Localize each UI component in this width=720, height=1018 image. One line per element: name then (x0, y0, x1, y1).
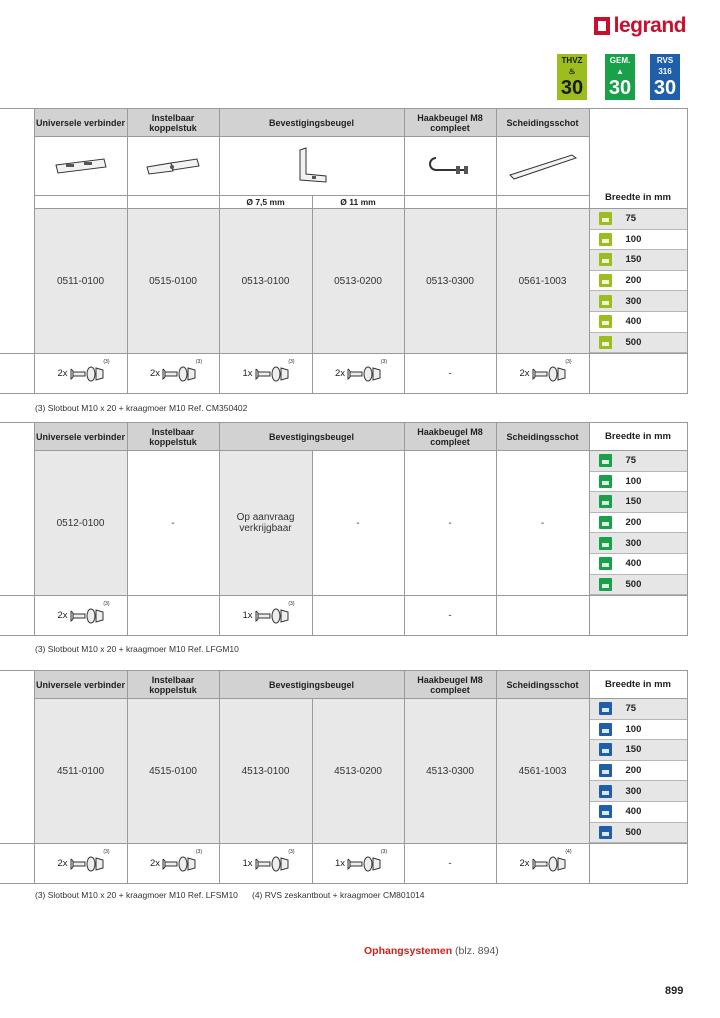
bolt-nut-icon (255, 366, 289, 382)
page-reference: (blz. 894) (455, 945, 499, 957)
badge-thvz-label: THVZ (561, 56, 583, 65)
ref-cell: 0512-0100 (34, 451, 127, 596)
bolt-cell (219, 844, 312, 884)
width-row (590, 699, 687, 720)
bolt-cell (127, 844, 219, 884)
bolt-set (57, 600, 110, 624)
width-value: 75 (625, 213, 637, 225)
bolt-cell (404, 596, 496, 636)
bolt-nut-icon (347, 856, 381, 872)
ref-cell: 0561-1003 (496, 209, 589, 354)
header-breedte: Breedte in mm (589, 423, 687, 451)
instelbaar-image (127, 137, 219, 196)
width-list (589, 699, 687, 844)
thvz-icon (599, 315, 612, 328)
bolt-quantity: 1x (242, 858, 253, 870)
bolt-quantity: 1x (334, 858, 346, 870)
width-value: 300 (625, 295, 642, 307)
header-bevestiging: Bevestigingsbeugel (219, 671, 404, 699)
scheiding-image (496, 137, 589, 196)
rvs-icon (599, 785, 612, 798)
table-gem (0, 422, 688, 636)
badge-rvs-label: RVS (656, 56, 674, 65)
ref-cell: 0515-0100 (127, 209, 219, 354)
thvz-icon (599, 212, 612, 225)
ref-cell: Op aanvraag verkrijgbaar (219, 451, 312, 596)
bolt-note: (3) (103, 848, 110, 855)
bolt-note: (3) (380, 848, 388, 855)
bolt-set (519, 358, 572, 382)
rvs-icon (599, 743, 612, 756)
bolt-nut-icon (532, 366, 566, 382)
width-value: 300 (625, 785, 642, 797)
legrand-logo (594, 14, 686, 38)
ref-cell: 4513-0300 (404, 699, 496, 844)
width-row (590, 451, 687, 472)
rvs-icon (599, 826, 612, 839)
width-row (590, 554, 687, 575)
haak-image (404, 137, 496, 196)
gem-icon (599, 475, 612, 488)
badge-thvz (557, 54, 587, 100)
width-row (590, 472, 687, 493)
header-universele: Universele verbinder (34, 423, 127, 451)
bolt-nut-icon (70, 856, 104, 872)
bolt-set (242, 358, 295, 382)
bolt-note: (3) (103, 358, 110, 365)
header-scheiding: Scheidingsschot (496, 423, 589, 451)
bolt-cell (312, 596, 404, 636)
bolt-cell (127, 354, 219, 394)
bolt-cell (496, 354, 589, 394)
bolt-cell (404, 844, 496, 884)
bolt-cell (219, 354, 312, 394)
gem-icon (599, 495, 612, 508)
bolt-quantity: 2x (57, 610, 68, 622)
bolt-nut-icon (255, 856, 289, 872)
rvs-icon (599, 702, 612, 715)
ref-cell: 4561-1003 (496, 699, 589, 844)
universele-image (34, 137, 127, 196)
brand-name: legrand (613, 14, 686, 37)
header-instelbaar: Instelbaar koppelstuk (127, 423, 219, 451)
footnote-t2: (3) Slotbout M10 x 20 + kraagmoer M10 Ref. LFGM10 (35, 644, 239, 654)
bolt-quantity: 2x (334, 368, 346, 380)
bolt-note: (3) (565, 358, 572, 365)
ref-cell: 4513-0100 (219, 699, 312, 844)
ref-cell: - (127, 451, 219, 596)
width-row (590, 720, 687, 741)
ref-cell: 0513-0200 (312, 209, 404, 354)
width-row (590, 333, 687, 354)
width-value: 150 (625, 254, 642, 266)
badge-rvs (650, 54, 680, 100)
ref-cell: 4511-0100 (34, 699, 127, 844)
bolt-quantity: 2x (519, 858, 530, 870)
ref-cell: 0513-0300 (404, 209, 496, 354)
width-value: 400 (625, 316, 642, 328)
bolt-quantity: - (448, 610, 452, 622)
width-row (590, 291, 687, 312)
diameter-75: Ø 7,5 mm (219, 196, 312, 209)
page-number: 899 (665, 985, 684, 997)
bolt-nut-icon (162, 366, 196, 382)
header-breedte: Breedte in mm (605, 192, 671, 203)
bolt-set (242, 600, 295, 624)
gem-icon (599, 557, 612, 570)
bolt-set (57, 848, 110, 872)
ref-cell: 0511-0100 (34, 209, 127, 354)
bolt-nut-icon (532, 856, 566, 872)
bolt-note: (3) (380, 358, 388, 365)
bolt-set (334, 358, 388, 382)
ref-cell: - (404, 451, 496, 596)
header-universele: Universele verbinder (34, 109, 127, 137)
bolt-set (242, 848, 295, 872)
width-value: 200 (625, 275, 642, 287)
header-instelbaar: Instelbaar koppelstuk (127, 109, 219, 137)
table-rvs (0, 670, 688, 884)
bolt-cell (496, 596, 589, 636)
width-value: 500 (625, 826, 642, 838)
badge-gem (605, 54, 635, 100)
bolt-quantity: - (448, 858, 452, 870)
ref-cell: - (312, 451, 404, 596)
width-value: 200 (625, 517, 642, 529)
badge-thvz-number: 30 (560, 77, 584, 99)
bolt-cell (127, 596, 219, 636)
bolt-note: (3) (195, 848, 203, 855)
thvz-icon (599, 336, 612, 349)
bolt-cell (34, 596, 127, 636)
bolt-set (149, 848, 203, 872)
rvs-icon (599, 764, 612, 777)
bolt-nut-icon (70, 608, 104, 624)
badge-rvs-grade: 316 (658, 67, 672, 76)
ophangsystemen-link[interactable]: Ophangsystemen (364, 945, 453, 957)
bolt-set (519, 848, 572, 872)
width-value: 150 (625, 496, 642, 508)
table-thvz (0, 108, 688, 394)
bolt-quantity: 1x (242, 368, 253, 380)
bolt-quantity: 2x (149, 368, 161, 380)
width-value: 75 (625, 455, 637, 467)
width-row (590, 250, 687, 271)
width-value: 100 (625, 475, 642, 487)
width-row (590, 781, 687, 802)
bolt-quantity: 2x (57, 368, 68, 380)
footnote-t3: (3) Slotbout M10 x 20 + kraagmoer M10 Ref. LFSM10 (35, 890, 238, 900)
bolt-note: (3) (195, 358, 203, 365)
width-value: 500 (625, 578, 642, 590)
bolt-nut-icon (255, 608, 289, 624)
bolt-set (334, 848, 388, 872)
header-haak: Haakbeugel M8 compleet (404, 109, 496, 137)
bolt-cell (496, 844, 589, 884)
gem-icon (599, 516, 612, 529)
bolt-note: (3) (103, 600, 110, 607)
width-row (590, 312, 687, 333)
bolt-quantity: 2x (519, 368, 530, 380)
bolt-cell (219, 596, 312, 636)
width-row (590, 492, 687, 513)
width-row (590, 575, 687, 596)
width-value: 100 (625, 723, 642, 735)
width-value: 400 (625, 806, 642, 818)
bevestiging-image (219, 137, 404, 196)
thvz-icon (599, 274, 612, 287)
header-bevestiging: Bevestigingsbeugel (219, 423, 404, 451)
header-bevestiging: Bevestigingsbeugel (219, 109, 404, 137)
bolt-quantity: 1x (242, 610, 253, 622)
bolt-note: (3) (288, 358, 295, 365)
header-haak: Haakbeugel M8 compleet (404, 671, 496, 699)
bolt-note: (3) (288, 600, 295, 607)
header-universele: Universele verbinder (34, 671, 127, 699)
thvz-icon (599, 233, 612, 246)
header-scheiding: Scheidingsschot (496, 109, 589, 137)
thvz-icon (599, 253, 612, 266)
width-row (590, 209, 687, 230)
bolt-cell (404, 354, 496, 394)
width-value: 500 (625, 336, 642, 348)
width-row (590, 761, 687, 782)
footnote-t3-rvs: (4) RVS zeskantbout + kraagmoer CM801014 (252, 890, 425, 900)
bolt-nut-icon (70, 366, 104, 382)
bolt-quantity: 2x (57, 858, 68, 870)
header-haak: Haakbeugel M8 compleet (404, 423, 496, 451)
bolt-cell (312, 354, 404, 394)
width-value: 75 (625, 703, 637, 715)
drop-icon: ▲ (616, 67, 624, 76)
width-value: 150 (625, 744, 642, 756)
width-row (590, 740, 687, 761)
badge-gem-number: 30 (608, 77, 632, 99)
width-row (590, 230, 687, 251)
bolt-quantity: - (448, 368, 452, 380)
width-list (589, 209, 687, 354)
bolt-nut-icon (347, 366, 381, 382)
gem-icon (599, 578, 612, 591)
footnote-t1: (3) Slotbout M10 x 20 + kraagmoer M10 Ref. CM350402 (35, 403, 248, 413)
width-value: 200 (625, 765, 642, 777)
rvs-icon (599, 805, 612, 818)
width-list (589, 451, 687, 596)
legrand-logo-icon (594, 17, 610, 35)
heat-icon: ♨ (568, 67, 576, 76)
bolt-nut-icon (162, 856, 196, 872)
thvz-icon (599, 295, 612, 308)
header-instelbaar: Instelbaar koppelstuk (127, 671, 219, 699)
gem-icon (599, 537, 612, 550)
width-row (590, 533, 687, 554)
width-row (590, 271, 687, 292)
width-row (590, 513, 687, 534)
bolt-set (57, 358, 110, 382)
bolt-set (149, 358, 203, 382)
bolt-cell (312, 844, 404, 884)
bolt-cell (34, 354, 127, 394)
ref-cell: - (496, 451, 589, 596)
gem-icon (599, 454, 612, 467)
width-value: 300 (625, 537, 642, 549)
footer-reference[interactable] (364, 945, 499, 957)
ref-cell: 4515-0100 (127, 699, 219, 844)
bolt-cell (34, 844, 127, 884)
rvs-icon (599, 723, 612, 736)
diameter-11: Ø 11 mm (312, 196, 404, 209)
ref-cell: 4513-0200 (312, 699, 404, 844)
width-value: 100 (625, 233, 642, 245)
width-row (590, 802, 687, 823)
width-value: 400 (625, 558, 642, 570)
ref-cell: 0513-0100 (219, 209, 312, 354)
width-row (590, 823, 687, 844)
badge-gem-label: GEM. (609, 56, 631, 65)
bolt-quantity: 2x (149, 858, 161, 870)
badge-rvs-number: 30 (653, 77, 677, 99)
bolt-note: (3) (288, 848, 295, 855)
header-scheiding: Scheidingsschot (496, 671, 589, 699)
header-breedte: Breedte in mm (589, 671, 687, 699)
bolt-note: (4) (565, 848, 572, 855)
